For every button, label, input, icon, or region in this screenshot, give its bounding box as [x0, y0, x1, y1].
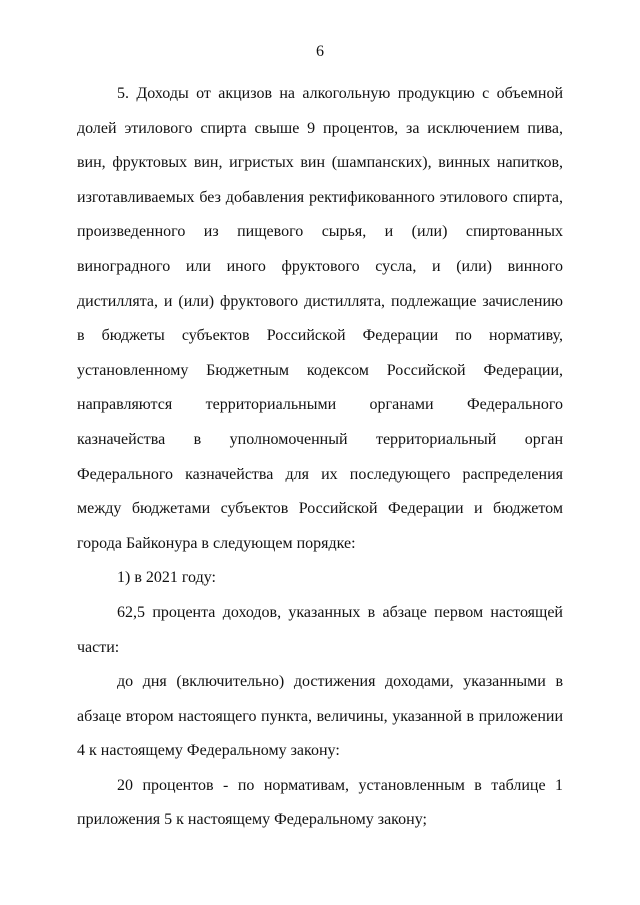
subitem-1-heading: 1) в 2021 году: [117, 569, 216, 587]
paragraph-20-percent: 20 процентов - по нормативам, установленным в таблице 1 приложения 5 к настоящему Федеральному закону; [77, 776, 563, 829]
paragraph-62-5-percent: 62,5 процента доходов, указанных в абзаце первом настоящей части: [77, 603, 563, 656]
page-number: 6 [316, 43, 324, 60]
paragraph-until-threshold: до дня (включительно) достижения доходами, указанными в абзаце втором настоящего пункта, величины, указанной в приложении 4 к настоящему Федеральному закону: [77, 673, 563, 760]
document-body [77, 77, 563, 838]
paragraph-item-5: 5. Доходы от акцизов на алкогольную продукцию с объемной долей этилового спирта свыше 9 процентов, за исключением пива, вин, фруктовых вин, игристых вин (шампанских), винных напитков, изготавливаемых без добавления ректификованного этилового спирта, произведенного из пищевого сырья, и (или) спиртованных виноградного или иного фруктового сусла, и (или) винного дистиллята, и (или) фруктового дистиллята, подлежащие зачислению в бюджеты субъектов Российской Федерации по нормативу, установленному Бюджетным кодексом Российской Федерации, направляются территориальными органами Федерального казначейства в уполномоченный территориальный орган Федерального казначейства для их последующего распределения между бюджетами субъектов Российской Федерации и бюджетом города Байконура в следующем порядке: [77, 85, 563, 552]
